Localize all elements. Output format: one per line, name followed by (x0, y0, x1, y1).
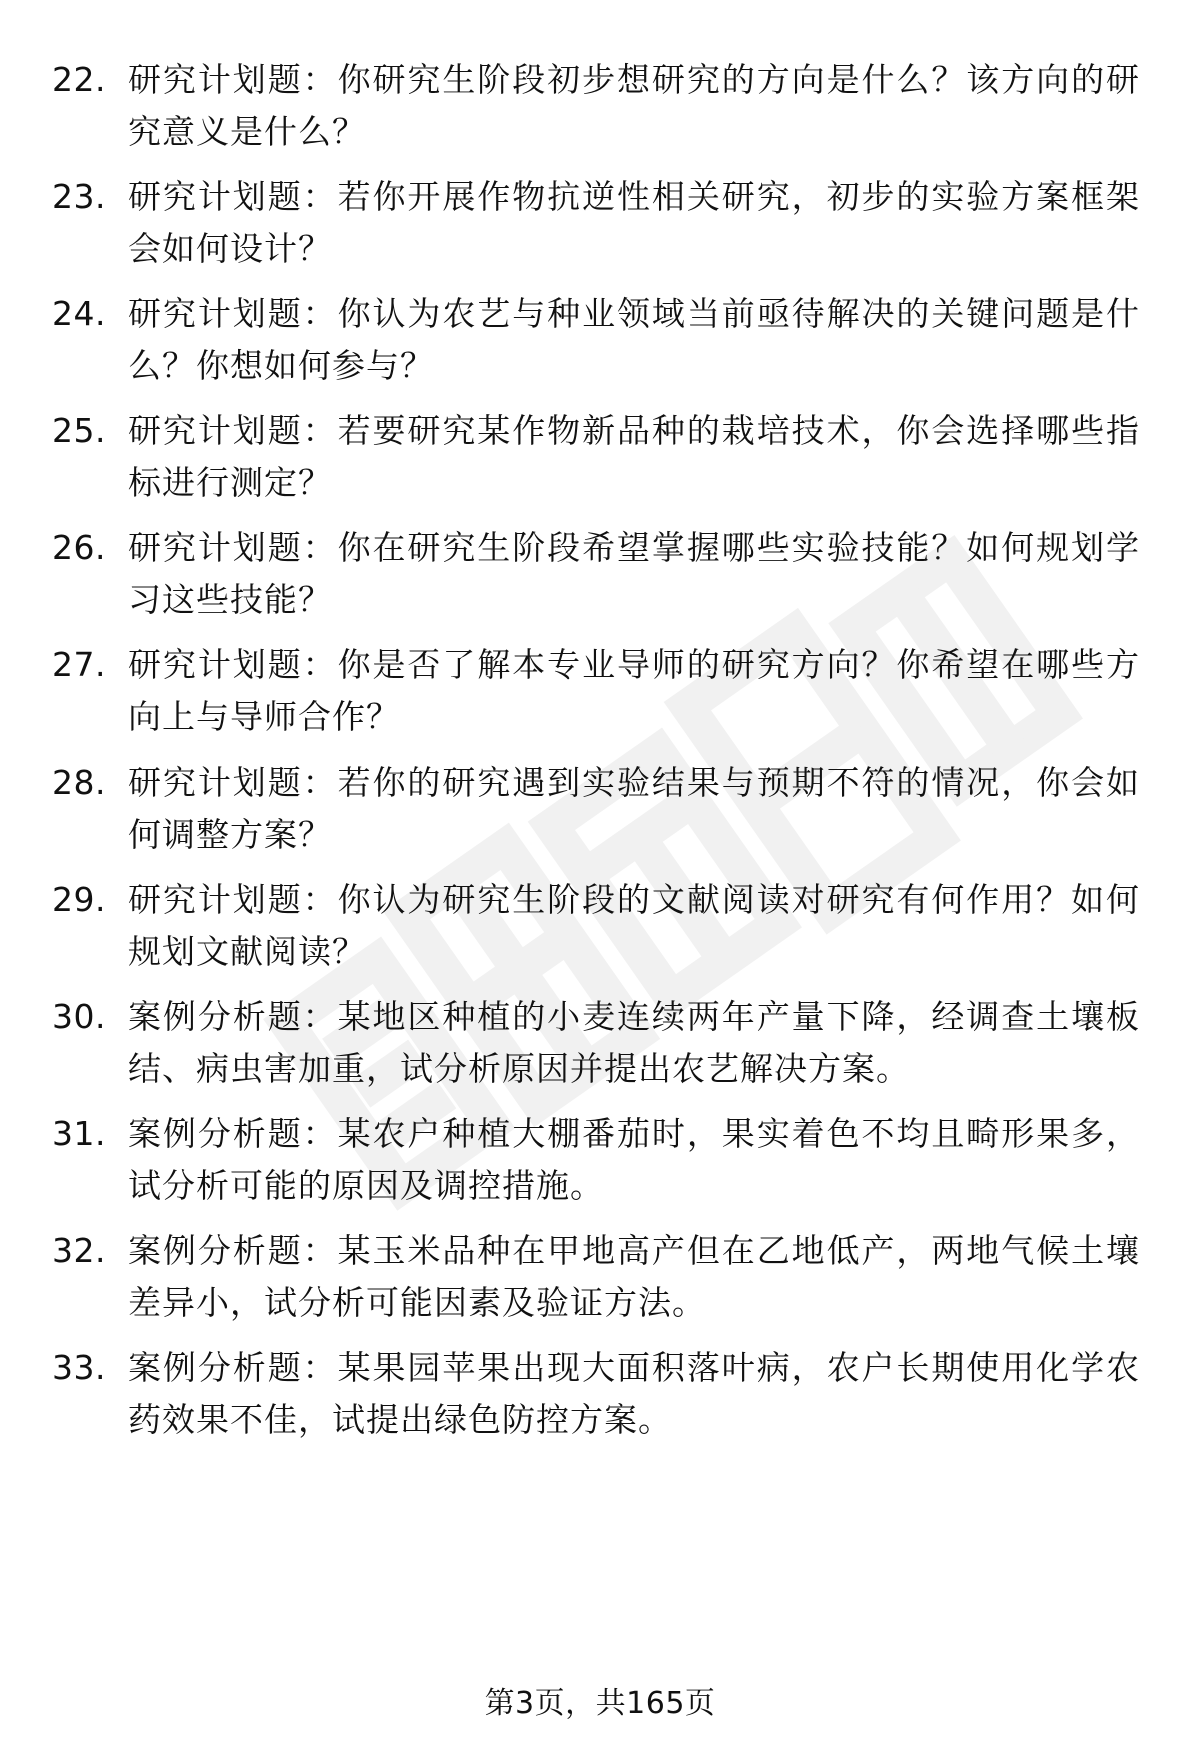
question-text: 研究计划题：你认为农艺与种业领域当前亟待解决的关键问题是什么？你想如何参与？ (128, 294, 1140, 385)
question-number: 25. (52, 411, 106, 450)
question-text: 研究计划题：若你开展作物抗逆性相关研究，初步的实验方案框架会如何设计？ (128, 177, 1140, 268)
question-text: 研究计划题：你是否了解本专业导师的研究方向？你希望在哪些方向上与导师合作？ (128, 645, 1140, 736)
question-text: 研究计划题：你研究生阶段初步想研究的方向是什么？该方向的研究意义是什么？ (128, 60, 1140, 151)
list-item (52, 1108, 1152, 1228)
list-item (52, 522, 1152, 642)
list-item (52, 405, 1152, 525)
question-number: 32. (52, 1231, 106, 1270)
list-item (52, 991, 1152, 1111)
list-item (52, 1225, 1152, 1345)
question-number: 31. (52, 1114, 106, 1153)
question-text: 研究计划题：你在研究生阶段希望掌握哪些实验技能？如何规划学习这些技能？ (128, 528, 1140, 619)
page-number-footer: 第3页，共165页 (484, 1686, 716, 1721)
list-item (52, 757, 1152, 877)
question-number: 28. (52, 763, 106, 802)
question-number: 29. (52, 880, 106, 919)
question-number: 23. (52, 177, 106, 216)
list-item (52, 1342, 1152, 1462)
question-number: 26. (52, 528, 106, 567)
list-item (52, 639, 1152, 759)
question-number: 22. (52, 60, 106, 99)
question-number: 33. (52, 1348, 106, 1387)
question-number: 24. (52, 294, 106, 333)
question-number: 30. (52, 997, 106, 1036)
list-item (52, 874, 1152, 994)
question-text: 案例分析题：某地区种植的小麦连续两年产量下降，经调查土壤板结、病虫害加重，试分析原因并提出农艺解决方案。 (128, 997, 1140, 1088)
question-text: 案例分析题：某农户种植大棚番茄时，果实着色不均且畸形果多，试分析可能的原因及调控措施。 (128, 1114, 1140, 1205)
question-text: 研究计划题：若你的研究遇到实验结果与预期不符的情况，你会如何调整方案？ (128, 763, 1140, 854)
list-item (52, 288, 1152, 408)
question-text: 研究计划题：你认为研究生阶段的文献阅读对研究有何作用？如何规划文献阅读？ (128, 880, 1140, 971)
question-text: 案例分析题：某玉米品种在甲地高产但在乙地低产，两地气候土壤差异小，试分析可能因素及验证方法。 (128, 1231, 1140, 1322)
question-text: 研究计划题：若要研究某作物新品种的栽培技术，你会选择哪些指标进行测定？ (128, 411, 1140, 502)
question-text: 案例分析题：某果园苹果出现大面积落叶病，农户长期使用化学农药效果不佳，试提出绿色防控方案。 (128, 1348, 1140, 1439)
list-item (52, 54, 1152, 174)
list-item (52, 171, 1152, 291)
question-number: 27. (52, 645, 106, 684)
